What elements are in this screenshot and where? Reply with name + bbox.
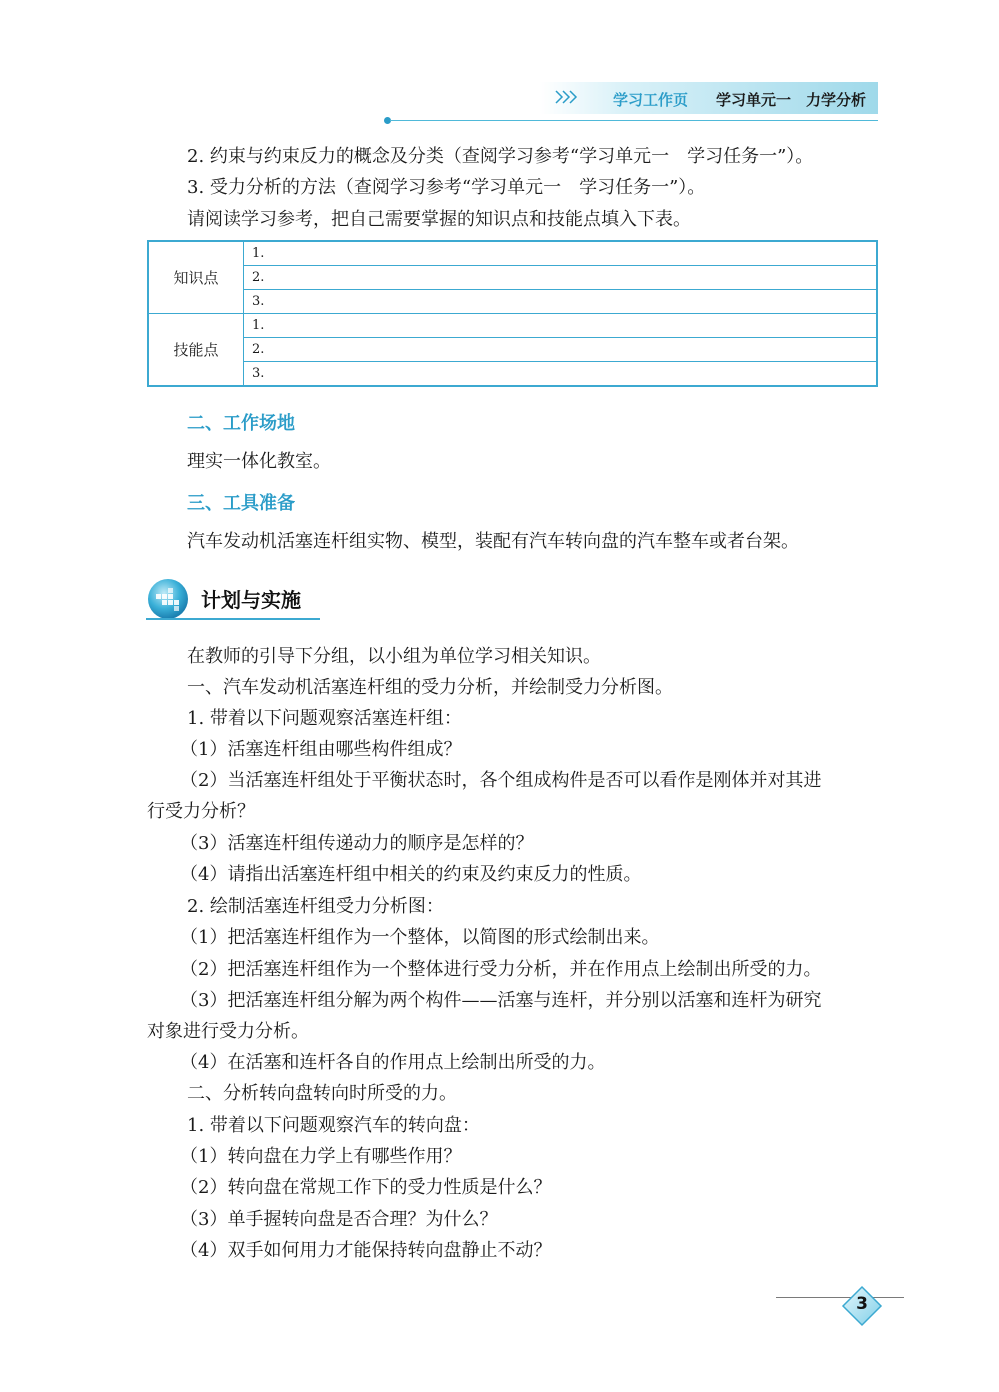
plan-line: 对象进行受力分析。 [147,1021,309,1042]
section-heading-workplace: 二、工作场地 [187,413,295,434]
page-number: 3 [856,1294,868,1314]
table-row [148,338,877,362]
table-category-knowledge: 知识点 [148,241,244,314]
table-cell[interactable]: 3. [244,290,878,314]
table-cell[interactable]: 1. [244,241,878,266]
plan-line: （3）把活塞连杆组分解为两个构件——活塞与连杆，并分别以活塞和连杆为研究 [180,990,822,1011]
table-cell[interactable]: 1. [244,314,878,338]
plan-line: （4）在活塞和连杆各自的作用点上绘制出所受的力。 [180,1052,606,1073]
double-chevron-icon [554,86,584,108]
plan-line: 1. 带着以下问题观察汽车的转向盘： [187,1115,480,1136]
plan-line: 一、汽车发动机活塞连杆组的受力分析，并绘制受力分析图。 [187,677,673,698]
table-cell[interactable]: 2. [244,338,878,362]
plan-line: 行受力分析？ [147,801,255,822]
table-row [148,314,877,338]
table-row [148,290,877,314]
knowledge-skill-table [147,240,878,387]
plan-line: （1）把活塞连杆组作为一个整体，以简图的形式绘制出来。 [180,927,660,948]
intro-line-2: 3. 受力分析的方法（查阅学习参考“学习单元一 学习任务一”）。 [187,177,706,198]
section-heading-tools: 三、工具准备 [187,493,295,514]
plan-line: 2. 绘制活塞连杆组受力分析图： [187,896,444,917]
plan-title-underline [146,618,320,620]
plan-section-icon [146,577,190,621]
header-unit-title: 学习单元一 力学分析 [716,91,867,109]
plan-line: （3）单手握转向盘是否合理？为什么？ [180,1209,498,1230]
plan-line: （2）把活塞连杆组作为一个整体进行受力分析，并在作用点上绘制出所受的力。 [180,959,822,980]
plan-line: （1）转向盘在力学上有哪些作用？ [180,1146,462,1167]
table-cell[interactable]: 3. [244,362,878,387]
table-row [148,241,877,266]
plan-section-title: 计划与实施 [201,588,301,612]
plan-line: （3）活塞连杆组传递动力的顺序是怎样的？ [180,833,534,854]
plan-line: （2）转向盘在常规工作下的受力性质是什么？ [180,1177,552,1198]
table-category-skill: 技能点 [148,314,244,387]
header-section-title: 学习工作页 [613,91,689,109]
plan-line: 二、分析转向盘转向时所受的力。 [187,1083,457,1104]
intro-line-3: 请阅读学习参考，把自己需要掌握的知识点和技能点填入下表。 [187,209,691,230]
section-text-tools: 汽车发动机活塞连杆组实物、模型，装配有汽车转向盘的汽车整车或者台架。 [187,531,799,552]
table-cell[interactable]: 2. [244,266,878,290]
intro-line-1: 2. 约束与约束反力的概念及分类（查阅学习参考“学习单元一 学习任务一”）。 [187,146,814,167]
header-rule [390,120,878,121]
footer-rule [776,1297,904,1298]
section-text-workplace: 理实一体化教室。 [187,451,331,472]
plan-line: 1. 带着以下问题观察活塞连杆组： [187,708,462,729]
table-row [148,362,877,387]
table-row [148,266,877,290]
plan-line: （1）活塞连杆组由哪些构件组成？ [180,739,462,760]
plan-line: （2）当活塞连杆组处于平衡状态时，各个组成构件是否可以看作是刚体并对其进 [180,770,822,791]
plan-line: 在教师的引导下分组，以小组为单位学习相关知识。 [187,646,601,667]
plan-line: （4）双手如何用力才能保持转向盘静止不动？ [180,1240,552,1261]
plan-line: （4）请指出活塞连杆组中相关的约束及约束反力的性质。 [180,864,642,885]
